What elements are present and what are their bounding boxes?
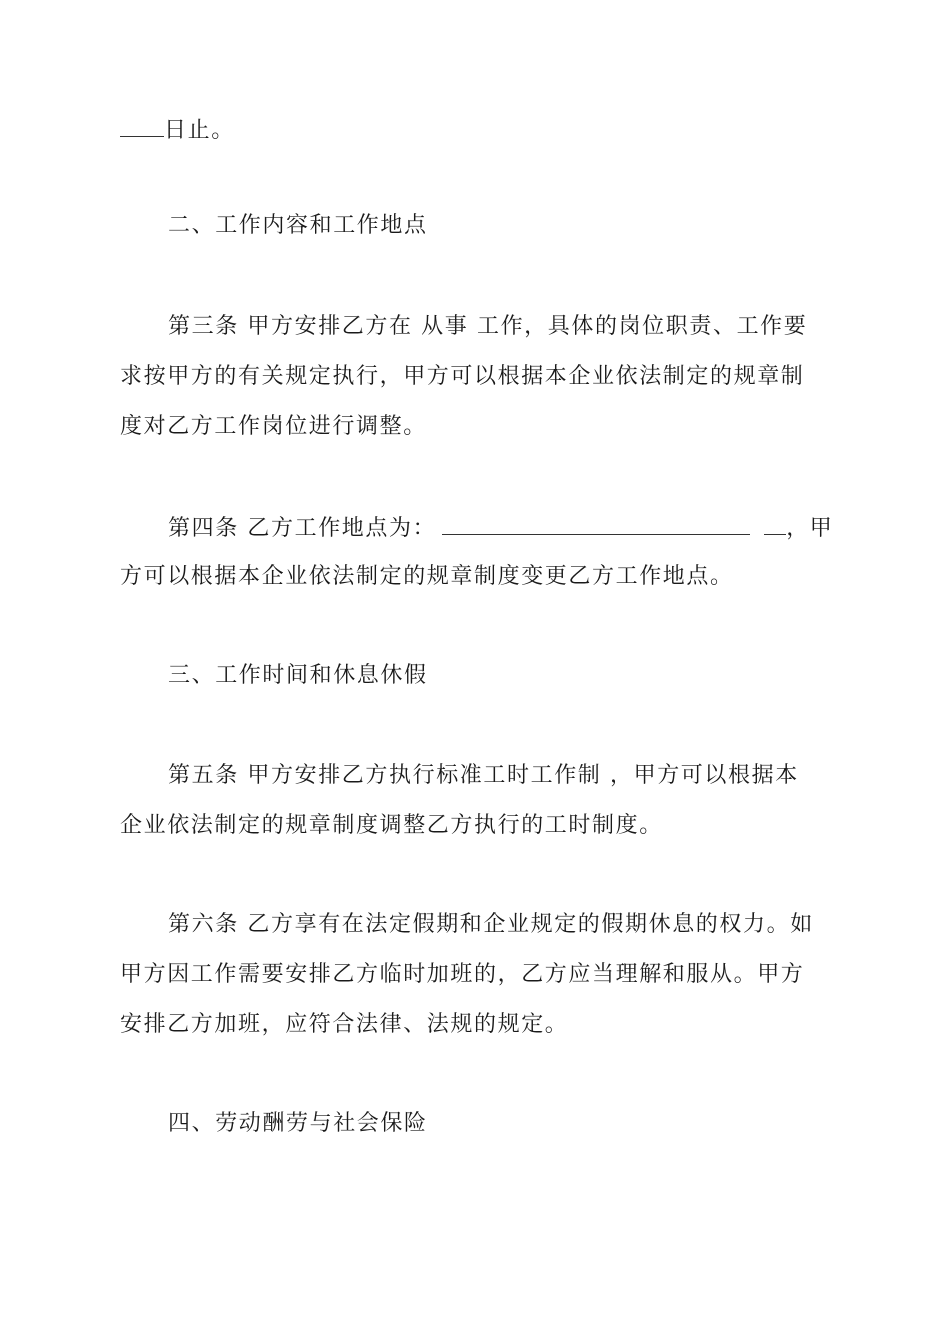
section-2-heading: 二、工作内容和工作地点 xyxy=(168,213,428,238)
article-4-suffix: ，甲 xyxy=(786,516,834,541)
article-5-line-1: 第五条 甲方安排乙方执行标准工时工作制 ，甲方可以根据本 xyxy=(168,763,799,788)
section-4-heading: 四、劳动酬劳与社会保险 xyxy=(168,1111,428,1136)
article-4-prefix: 第四条 乙方工作地点为： xyxy=(168,516,437,541)
workplace-blank xyxy=(442,516,750,535)
section-3-heading: 三、工作时间和休息休假 xyxy=(168,663,428,688)
article-6-line-3: 安排乙方加班，应符合法律、法规的规定。 xyxy=(120,1012,569,1037)
article-3-line-2: 求按甲方的有关规定执行，甲方可以根据本企业依法制定的规章制 xyxy=(120,364,805,389)
article-5-line-2: 企业依法制定的规章制度调整乙方执行的工时制度。 xyxy=(120,813,663,838)
workplace-blank-2 xyxy=(764,516,786,535)
article-4-line-2: 方可以根据本企业依法制定的规章制度变更乙方工作地点。 xyxy=(120,564,734,589)
date-end-suffix: 日止。 xyxy=(164,118,235,143)
date-blank xyxy=(120,118,164,137)
article-4-line-1 xyxy=(168,516,833,540)
article-3-line-1: 第三条 甲方安排乙方在 从事 工作，具体的岗位职责、工作要 xyxy=(168,314,808,339)
article-3-line-3: 度对乙方工作岗位进行调整。 xyxy=(120,414,427,439)
date-end-line xyxy=(120,118,235,142)
article-6-line-1: 第六条 乙方享有在法定假期和企业规定的假期休息的权力。如 xyxy=(168,912,814,937)
article-6-line-2: 甲方因工作需要安排乙方临时加班的，乙方应当理解和服从。甲方 xyxy=(120,962,805,987)
